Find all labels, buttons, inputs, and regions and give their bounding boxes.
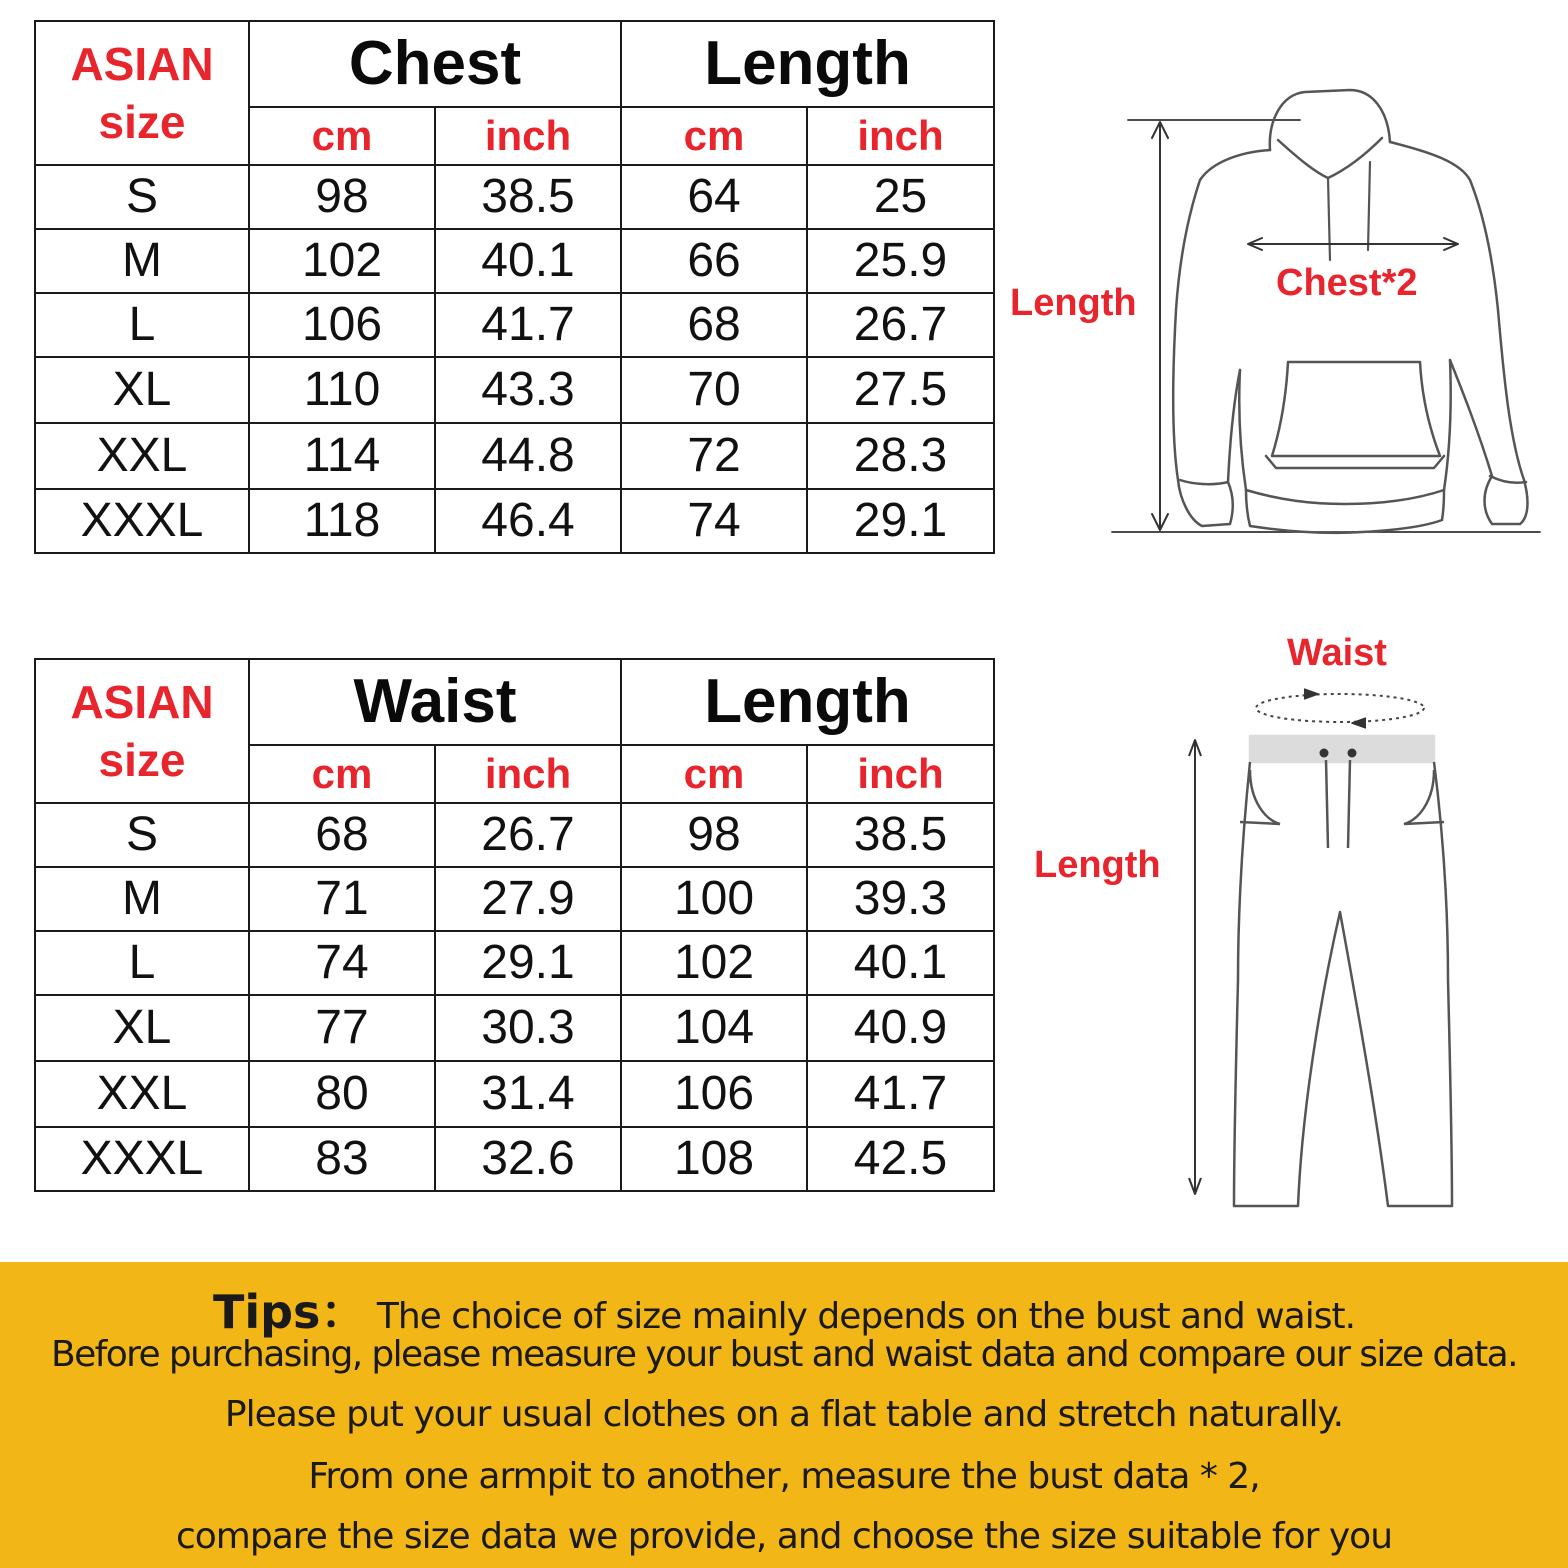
unit-header: cm bbox=[249, 745, 435, 803]
table-row bbox=[35, 423, 994, 489]
size-header-line1: ASIAN bbox=[70, 38, 214, 90]
value-cell: 40.1 bbox=[435, 229, 621, 293]
size-cell: XXL bbox=[35, 423, 249, 489]
value-cell: 70 bbox=[621, 357, 807, 423]
size-cell: L bbox=[35, 931, 249, 995]
value-cell: 32.6 bbox=[435, 1127, 621, 1191]
value-cell: 106 bbox=[621, 1061, 807, 1127]
value-cell: 42.5 bbox=[807, 1127, 994, 1191]
value-cell: 106 bbox=[249, 293, 435, 357]
value-cell: 41.7 bbox=[435, 293, 621, 357]
value-cell: 72 bbox=[621, 423, 807, 489]
value-cell: 27.5 bbox=[807, 357, 994, 423]
table-row bbox=[35, 229, 994, 293]
value-cell: 102 bbox=[249, 229, 435, 293]
size-cell: M bbox=[35, 229, 249, 293]
unit-header: cm bbox=[621, 745, 807, 803]
value-cell: 31.4 bbox=[435, 1061, 621, 1127]
value-cell: 104 bbox=[621, 995, 807, 1061]
value-cell: 100 bbox=[621, 867, 807, 931]
value-cell: 28.3 bbox=[807, 423, 994, 489]
value-cell: 98 bbox=[621, 803, 807, 867]
value-cell: 64 bbox=[621, 165, 807, 229]
size-header-line1: ASIAN bbox=[70, 676, 214, 728]
tips-text: The choice of size mainly depends on the bust and waist. bbox=[376, 1296, 1356, 1337]
tips-banner bbox=[0, 1262, 1568, 1568]
hoodie-outline-icon bbox=[1100, 80, 1560, 550]
tips-line-3: Please put your usual clothes on a flat table and stretch naturally. bbox=[224, 1394, 1344, 1435]
value-cell: 29.1 bbox=[435, 931, 621, 995]
table-row bbox=[35, 489, 994, 553]
value-cell: 68 bbox=[249, 803, 435, 867]
value-cell: 27.9 bbox=[435, 867, 621, 931]
size-cell: XXXL bbox=[35, 489, 249, 553]
value-cell: 26.7 bbox=[435, 803, 621, 867]
hoodie-chest-label: Chest*2 bbox=[1276, 262, 1418, 304]
table-row bbox=[35, 293, 994, 357]
value-cell: 66 bbox=[621, 229, 807, 293]
size-cell: XL bbox=[35, 357, 249, 423]
value-cell: 40.1 bbox=[807, 931, 994, 995]
unit-header: cm bbox=[621, 107, 807, 165]
size-cell: S bbox=[35, 803, 249, 867]
value-cell: 38.5 bbox=[435, 165, 621, 229]
value-cell: 29.1 bbox=[807, 489, 994, 553]
value-cell: 108 bbox=[621, 1127, 807, 1191]
unit-header: cm bbox=[249, 107, 435, 165]
size-cell: XXL bbox=[35, 1061, 249, 1127]
hoodie-size-table bbox=[34, 20, 995, 554]
unit-header: inch bbox=[807, 745, 994, 803]
tips-line-1 bbox=[0, 1276, 1568, 1342]
length-header: Length bbox=[621, 659, 994, 745]
value-cell: 71 bbox=[249, 867, 435, 931]
size-cell: XL bbox=[35, 995, 249, 1061]
unit-header: inch bbox=[435, 745, 621, 803]
pants-outline-icon bbox=[1180, 680, 1480, 1220]
value-cell: 114 bbox=[249, 423, 435, 489]
value-cell: 26.7 bbox=[807, 293, 994, 357]
table-row bbox=[35, 1061, 994, 1127]
size-cell: L bbox=[35, 293, 249, 357]
value-cell: 74 bbox=[621, 489, 807, 553]
size-header-line2: size bbox=[98, 734, 186, 786]
size-cell: M bbox=[35, 867, 249, 931]
table-row bbox=[35, 867, 994, 931]
size-column-header bbox=[35, 659, 249, 803]
value-cell: 40.9 bbox=[807, 995, 994, 1061]
chest-header: Chest bbox=[249, 21, 621, 107]
value-cell: 98 bbox=[249, 165, 435, 229]
size-cell: XXXL bbox=[35, 1127, 249, 1191]
tips-line-5: compare the size data we provide, and choose the size suitable for you bbox=[175, 1516, 1393, 1557]
value-cell: 118 bbox=[249, 489, 435, 553]
value-cell: 30.3 bbox=[435, 995, 621, 1061]
hoodie-length-label: Length bbox=[1010, 282, 1137, 324]
unit-header: inch bbox=[807, 107, 994, 165]
value-cell: 46.4 bbox=[435, 489, 621, 553]
waist-header: Waist bbox=[249, 659, 621, 745]
tips-line-4: From one armpit to another, measure the bust data * 2, bbox=[308, 1456, 1260, 1497]
value-cell: 83 bbox=[249, 1127, 435, 1191]
pants-length-label: Length bbox=[1034, 844, 1161, 886]
value-cell: 41.7 bbox=[807, 1061, 994, 1127]
value-cell: 38.5 bbox=[807, 803, 994, 867]
table-row bbox=[35, 803, 994, 867]
table-row bbox=[35, 995, 994, 1061]
value-cell: 25 bbox=[807, 165, 994, 229]
value-cell: 80 bbox=[249, 1061, 435, 1127]
value-cell: 102 bbox=[621, 931, 807, 995]
pants-size-table bbox=[34, 658, 995, 1192]
size-column-header bbox=[35, 21, 249, 165]
value-cell: 68 bbox=[621, 293, 807, 357]
table-row bbox=[35, 165, 994, 229]
value-cell: 39.3 bbox=[807, 867, 994, 931]
unit-header: inch bbox=[435, 107, 621, 165]
size-header-line2: size bbox=[98, 96, 186, 148]
value-cell: 77 bbox=[249, 995, 435, 1061]
tips-line-2: Before purchasing, please measure your bust and waist data and compare our size data. bbox=[50, 1334, 1517, 1375]
value-cell: 44.8 bbox=[435, 423, 621, 489]
value-cell: 74 bbox=[249, 931, 435, 995]
value-cell: 43.3 bbox=[435, 357, 621, 423]
length-header: Length bbox=[621, 21, 994, 107]
size-cell: S bbox=[35, 165, 249, 229]
pants-waist-label: Waist bbox=[1287, 632, 1387, 674]
table-row bbox=[35, 1127, 994, 1191]
table-row bbox=[35, 357, 994, 423]
value-cell: 25.9 bbox=[807, 229, 994, 293]
value-cell: 110 bbox=[249, 357, 435, 423]
table-row bbox=[35, 931, 994, 995]
tips-heading: Tips： bbox=[212, 1285, 367, 1339]
